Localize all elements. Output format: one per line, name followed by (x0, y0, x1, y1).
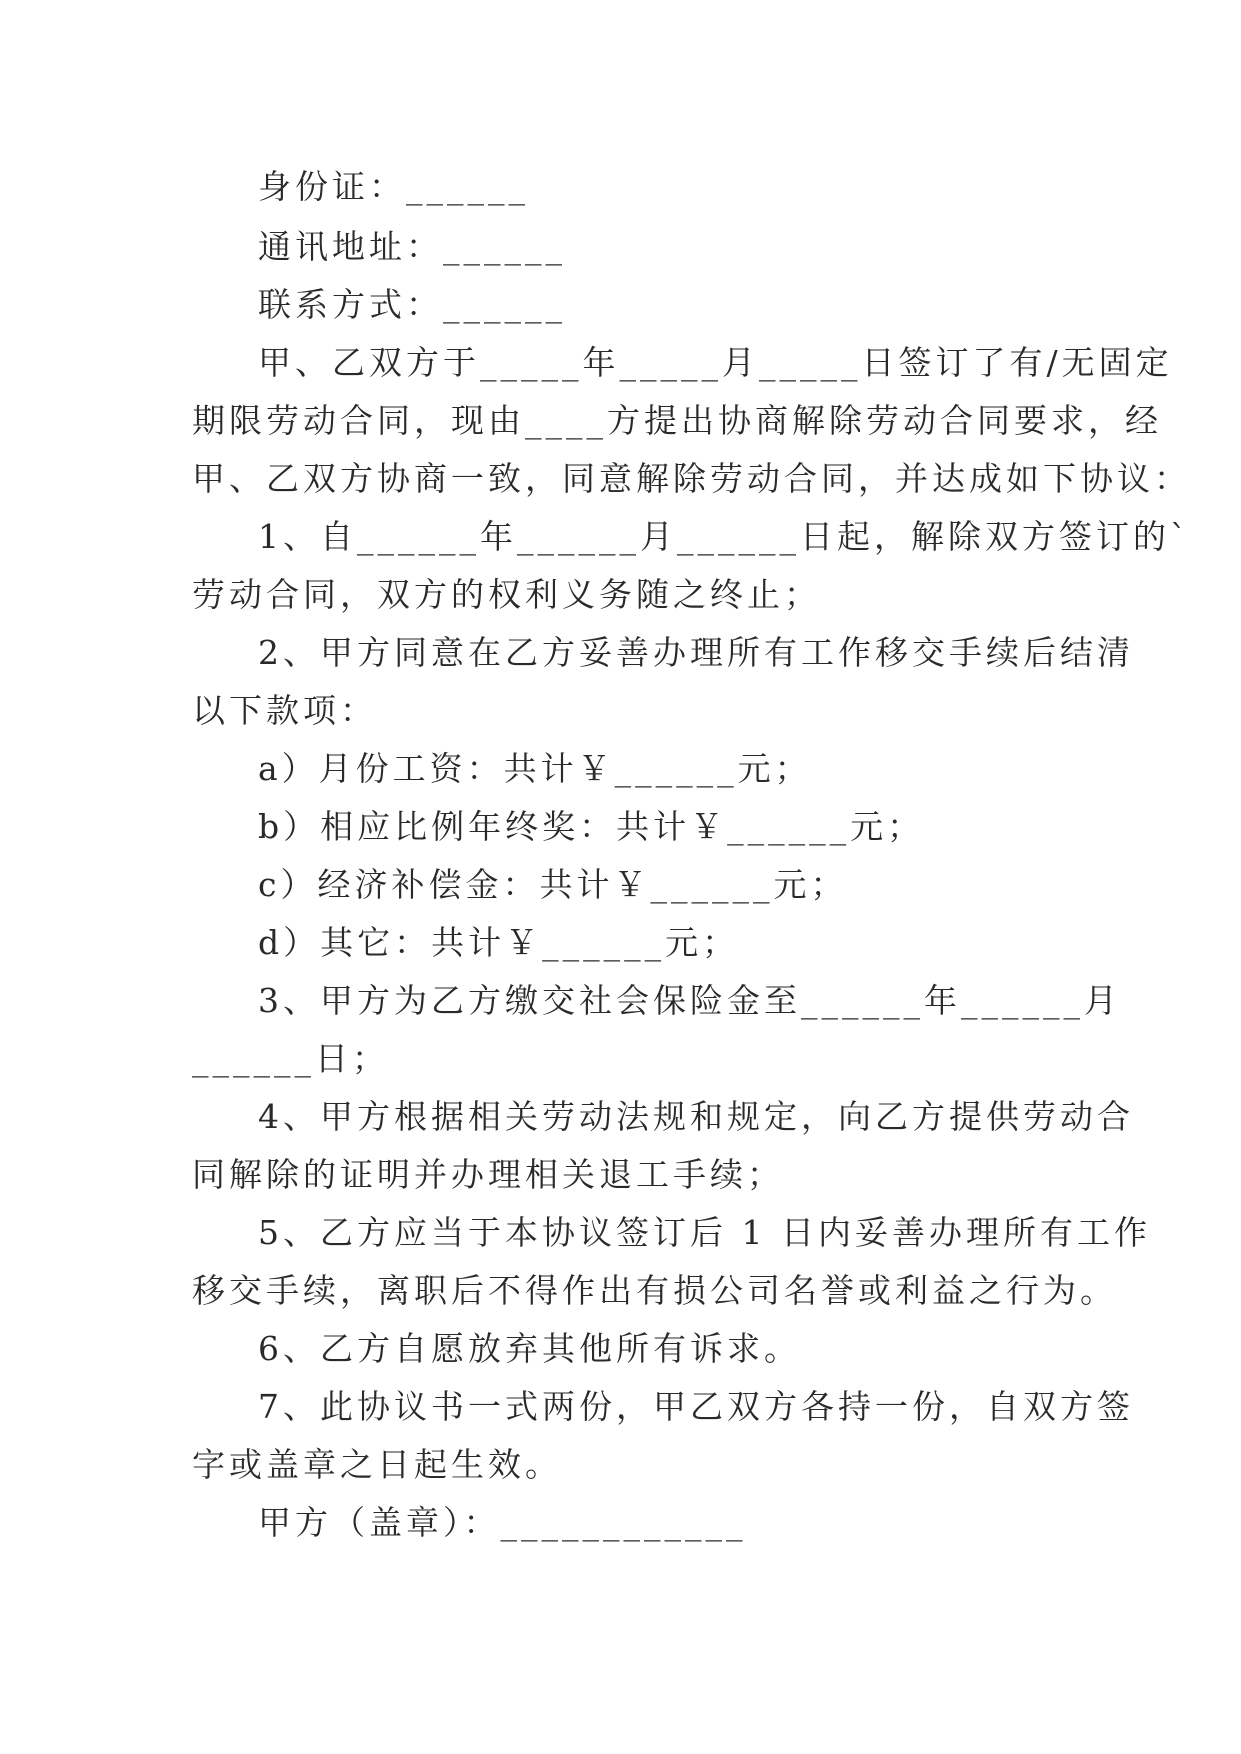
clause-7-line-1: 7、此协议书一式两份，甲乙双方各持一份，自双方签 (258, 1387, 1134, 1426)
address-line: 通讯地址：______ (258, 227, 566, 266)
clause-7-line-2: 字或盖章之日起生效。 (192, 1445, 562, 1484)
id-card-line: 身份证：______ (258, 167, 529, 206)
clause-3-line-2: ______日； (192, 1039, 389, 1078)
clause-6-line: 6、乙方自愿放弃其他所有诉求。 (258, 1329, 801, 1368)
clause-5-line-2: 移交手续，离职后不得作出有损公司名誉或利益之行为。 (192, 1271, 1117, 1310)
clause-4-line-2: 同解除的证明并办理相关退工手续； (192, 1155, 784, 1194)
contact-line: 联系方式：______ (258, 285, 566, 324)
clause-2-item-c: c）经济补偿金：共计￥______元； (258, 865, 848, 904)
intro-line-2: 期限劳动合同，现由____方提出协商解除劳动合同要求，经 (192, 401, 1162, 440)
party-a-seal-line: 甲方（盖章）：____________ (258, 1503, 747, 1542)
intro-line-1: 甲、乙双方于_____年_____月_____日签订了有/无固定 (258, 343, 1173, 382)
clause-2-line-2: 以下款项： (192, 691, 377, 730)
clause-1-line-1: 1、自______年______月______日起，解除双方签订的` (258, 517, 1191, 556)
clause-2-item-b: b）相应比例年终奖：共计￥______元； (258, 807, 925, 846)
clause-2-line-1: 2、甲方同意在乙方妥善办理所有工作移交手续后结清 (258, 633, 1134, 672)
clause-2-item-d: d）其它：共计￥______元； (258, 923, 740, 962)
clause-2-item-a: a）月份工资：共计￥______元； (258, 749, 812, 788)
intro-line-3: 甲、乙双方协商一致，同意解除劳动合同，并达成如下协议： (192, 459, 1191, 498)
clause-1-line-2: 劳动合同，双方的权利义务随之终止； (192, 575, 821, 614)
clause-5-line-1: 5、乙方应当于本协议签订后 1 日内妥善办理所有工作 (258, 1213, 1151, 1252)
clause-4-line-1: 4、甲方根据相关劳动法规和规定，向乙方提供劳动合 (258, 1097, 1134, 1136)
clause-3-line-1: 3、甲方为乙方缴交社会保险金至______年______月 (258, 981, 1121, 1020)
